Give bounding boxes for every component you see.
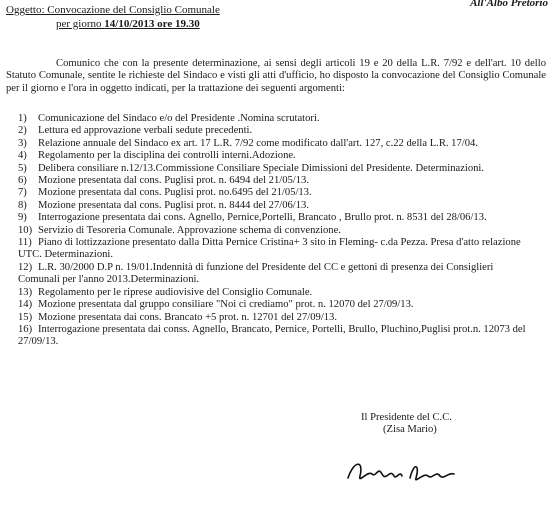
agenda-item-text: Delibera consiliare n.12/13.Commissione Consiliare Speciale Dimissioni del Presidente. Determinazioni. <box>38 162 485 174</box>
agenda-item-text: Regolamento per la disciplina dei controlli interni.Adozione. <box>38 150 296 162</box>
agenda-item-text: Regolamento per le riprese audiovisive del Consiglio Comunale. <box>38 286 313 298</box>
subject-text: Oggetto: Convocazione del Consiglio Comunale <box>6 4 220 16</box>
meeting-time: ore 19.30 <box>157 18 200 30</box>
agenda-item <box>6 163 536 175</box>
agenda-item <box>6 237 536 262</box>
handwritten-signature <box>344 452 474 492</box>
agenda-item-text: Comunicazione del Sindaco e/o del Presidente .Nomina scrutatori. <box>38 113 320 124</box>
agenda-item-text: Mozione presentata dai cons. Brancato +5 prot. n. 12701 del 27/09/13. <box>38 311 337 323</box>
agenda-item <box>6 200 536 212</box>
agenda-item <box>6 312 536 324</box>
agenda-item-text: Lettura ed approvazione verbali sedute precedenti. <box>38 125 253 137</box>
agenda-item-text: Mozione presentata dal gruppo consiliare "Noi ci crediamo" prot. n. 12070 del 27/09/13. <box>38 299 414 311</box>
agenda-item-text: Relazione annuale del Sindaco ex art. 17 L.R. 7/92 come modificato dall'art. 127, c.22 della L.R. 17/04. <box>38 137 478 149</box>
meeting-date: 14/10/2013 <box>104 18 155 30</box>
agenda-item <box>6 262 536 287</box>
albo-pretorio-label: All'Albo Pretorio <box>470 0 548 9</box>
agenda-item-number: 15) <box>18 311 33 323</box>
agenda-item-number: 7) <box>18 187 27 199</box>
agenda-item-text: Interrogazione presentata dai cons. Agnello, Pernice,Portelli, Brancato , Brullo prot. n. 8531 del 28/06/13. <box>38 212 487 224</box>
agenda-item <box>6 299 536 311</box>
agenda-item <box>6 187 536 199</box>
agenda-item-text: Mozione presentata dal cons. Puglisi prot. n. 6494 del 21/05/13. <box>38 175 309 187</box>
agenda-item-number: 9) <box>18 212 27 224</box>
agenda-item-number: 8) <box>18 199 27 211</box>
signature-title: Il Presidente del C.C. <box>361 412 452 423</box>
agenda-item-number: 4) <box>18 150 27 162</box>
agenda-item <box>6 113 536 125</box>
agenda-item <box>6 125 536 137</box>
agenda-item-text: Servizio di Tesoreria Comunale. Approvazione schema di convenzione. <box>38 224 341 236</box>
subject-line <box>6 4 220 16</box>
agenda-item-text: L.R. 30/2000 D.P n. 19/01.Indennità di funzione del Presidente del CC e gettoni di presenza dei Consiglieri Comunali per l'anno 2013.Determinazioni. <box>18 261 494 286</box>
agenda-item-number: 12) <box>18 261 33 273</box>
agenda-item-number: 5) <box>18 162 27 174</box>
agenda-item <box>6 138 536 150</box>
signature-name: (Zisa Mario) <box>383 424 437 435</box>
agenda-item-number: 6) <box>18 175 27 187</box>
agenda-item <box>6 324 536 349</box>
agenda-item-number: 1) <box>18 113 27 124</box>
agenda-item-number: 13) <box>18 286 33 298</box>
meeting-date-line <box>56 18 200 30</box>
agenda-item-number: 2) <box>18 125 27 137</box>
intro-paragraph: Comunico che con la presente determinazione, ai sensi degli articoli 19 e 20 della L.R. 7/92 e dell'art. 10 dello Statuto Comunale, sentite le richieste del Sindaco e visti gli atti d'ufficio, ho disposto la convocazione del Consiglio Comunale per il giorno e l'ora in oggetto indicati, per la trattazione dei seguenti argomenti: <box>6 58 546 94</box>
agenda-item-text: Mozione presentata dal cons. Puglisi prot. n. 8444 del 27/06/13. <box>38 199 309 211</box>
agenda-item <box>6 225 536 237</box>
per-giorno-label: per giorno <box>56 18 102 30</box>
agenda-item <box>6 150 536 162</box>
agenda-list <box>6 113 536 349</box>
agenda-item-text: Interrogazione presentata dai conss. Agnello, Brancato, Pernice, Portelli, Brullo, Pluchino,Puglisi prot.n. 12073 del 27/09/13. <box>18 323 526 348</box>
agenda-item <box>6 287 536 299</box>
agenda-item-number: 16) <box>18 323 33 335</box>
agenda-item-text: Mozione presentata dal cons. Puglisi prot. no.6495 del 21/05/13. <box>38 187 312 199</box>
agenda-item-text: Piano di lottizzazione presentato dalla Ditta Pernice Cristina+ 3 sito in Fleming- c.da Pezza. Presa d'atto relazione UTC. Determinazioni. <box>18 237 521 261</box>
agenda-item <box>6 175 536 187</box>
agenda-item-number: 11) <box>18 237 32 249</box>
agenda-item <box>6 212 536 224</box>
agenda-item-number: 10) <box>18 224 33 236</box>
agenda-item-number: 14) <box>18 299 33 311</box>
agenda-item-number: 3) <box>18 137 27 149</box>
